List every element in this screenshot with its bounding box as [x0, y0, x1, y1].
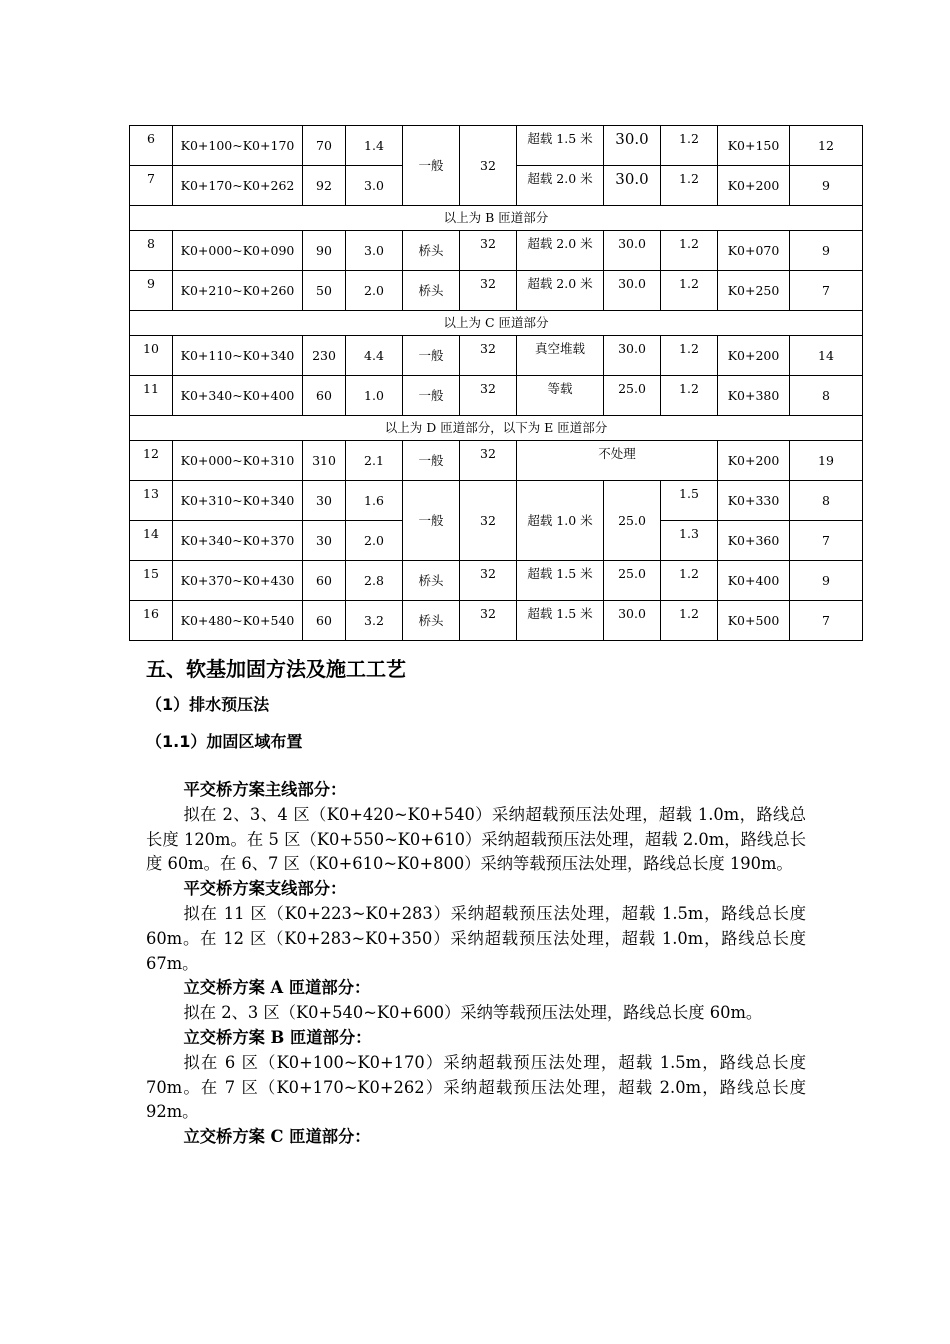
cell-value: 1.2	[661, 166, 718, 206]
table-row	[130, 561, 863, 601]
cell-value: 32	[460, 231, 517, 271]
cell-value: 9	[790, 231, 863, 271]
cell-value: 30.0	[604, 231, 661, 271]
table-row	[130, 441, 863, 481]
body-text	[146, 778, 806, 1150]
subsection-title: （1）排水预压法	[146, 695, 270, 714]
cell-method: 超载 2.0 米	[517, 231, 604, 271]
cell-method: 超载 1.5 米	[517, 561, 604, 601]
paragraph-heading: 立交桥方案 A 匝道部分：	[183, 978, 371, 998]
paragraph-heading: 立交桥方案 B 匝道部分：	[183, 1027, 372, 1047]
cell-station: K0+500	[718, 601, 790, 641]
paragraph: 拟在 2、3、4 区（K0+420~K0+540）采纳超载预压法处理，超载 1.0m，路线总长度 120m。在 5 区（K0+550~K0+610）采纳超载预压法处理，超载 2.0m，路线总长度 60m。在 6、7 区（K0+610~K0+800）采纳等载预压法处理，路线总长度 190m。	[146, 804, 806, 874]
cell-value: 1.2	[661, 231, 718, 271]
cell-value: 8	[790, 481, 863, 521]
cell-no: 13	[130, 481, 173, 521]
cell-thickness: 4.4	[346, 336, 403, 376]
cell-value: 25.0	[604, 561, 661, 601]
cell-section-type: 一般	[403, 481, 460, 561]
cell-no: 7	[130, 166, 173, 206]
table-row	[130, 231, 863, 271]
cell-value: 1.3	[661, 521, 718, 561]
cell-value: 7	[790, 601, 863, 641]
cell-value: 9	[790, 561, 863, 601]
paragraph-heading: 平交桥方案主线部分：	[183, 780, 347, 799]
cell-length: 30	[303, 481, 346, 521]
cell-thickness: 3.0	[346, 231, 403, 271]
cell-no: 6	[130, 126, 173, 166]
cell-no: 16	[130, 601, 173, 641]
cell-range: K0+000~K0+310	[173, 441, 303, 481]
cell-section-type: 桥头	[403, 231, 460, 271]
cell-value: 1.2	[661, 376, 718, 416]
table-row	[130, 376, 863, 416]
cell-value: 19	[790, 441, 863, 481]
cell-section-type: 一般	[403, 376, 460, 416]
cell-no: 11	[130, 376, 173, 416]
cell-value: 32	[460, 481, 517, 561]
cell-value: 7	[790, 521, 863, 561]
cell-thickness: 3.0	[346, 166, 403, 206]
table-row	[130, 126, 863, 166]
cell-method: 等载	[517, 376, 604, 416]
cell-no: 9	[130, 271, 173, 311]
cell-value: 9	[790, 166, 863, 206]
cell-thickness: 2.0	[346, 521, 403, 561]
section-label: 以上为 C 匝道部分	[130, 311, 863, 336]
cell-value: 1.2	[661, 336, 718, 376]
cell-no: 8	[130, 231, 173, 271]
cell-station: K0+380	[718, 376, 790, 416]
table-row	[130, 601, 863, 641]
cell-thickness: 1.0	[346, 376, 403, 416]
cell-length: 90	[303, 231, 346, 271]
cell-length: 92	[303, 166, 346, 206]
table-section-row	[130, 311, 863, 336]
cell-value: 25.0	[604, 481, 661, 561]
cell-value: 30.0	[604, 166, 661, 206]
cell-range: K0+480~K0+540	[173, 601, 303, 641]
cell-station: K0+150	[718, 126, 790, 166]
cell-value: 7	[790, 271, 863, 311]
table-row	[130, 481, 863, 521]
cell-section-type: 桥头	[403, 601, 460, 641]
soil-treatment-table	[129, 125, 863, 641]
cell-value: 1.2	[661, 561, 718, 601]
cell-no: 15	[130, 561, 173, 601]
cell-value: 32	[460, 126, 517, 206]
cell-method: 超载 2.0 米	[517, 166, 604, 206]
cell-length: 310	[303, 441, 346, 481]
cell-section-type: 一般	[403, 441, 460, 481]
cell-length: 60	[303, 376, 346, 416]
table-row	[130, 336, 863, 376]
cell-section-type: 一般	[403, 336, 460, 376]
paragraph: 拟在 2、3 区（K0+540~K0+600）采纳等载预压法处理，路线总长度 60m。	[183, 1003, 763, 1023]
cell-method: 真空堆载	[517, 336, 604, 376]
cell-thickness: 2.0	[346, 271, 403, 311]
cell-thickness: 1.4	[346, 126, 403, 166]
table-section-row	[130, 206, 863, 231]
cell-section-type: 一般	[403, 126, 460, 206]
cell-value: 30.0	[604, 271, 661, 311]
paragraph: 拟在 11 区（K0+223~K0+283）采纳超载预压法处理，超载 1.5m，路线总长度 60m。在 12 区（K0+283~K0+350）采纳超载预压法处理，超载 1.0m，路线总长度 67m。	[146, 903, 806, 973]
section-title: 五、软基加固方法及施工工艺	[146, 657, 406, 681]
cell-length: 70	[303, 126, 346, 166]
cell-station: K0+200	[718, 336, 790, 376]
cell-length: 60	[303, 601, 346, 641]
cell-thickness: 3.2	[346, 601, 403, 641]
cell-range: K0+100~K0+170	[173, 126, 303, 166]
cell-length: 50	[303, 271, 346, 311]
cell-no: 12	[130, 441, 173, 481]
cell-section-type: 桥头	[403, 561, 460, 601]
cell-value: 1.2	[661, 271, 718, 311]
cell-range: K0+210~K0+260	[173, 271, 303, 311]
cell-range: K0+340~K0+370	[173, 521, 303, 561]
cell-thickness: 1.6	[346, 481, 403, 521]
cell-method: 超载 1.5 米	[517, 126, 604, 166]
cell-value: 32	[460, 271, 517, 311]
cell-station: K0+330	[718, 481, 790, 521]
cell-section-type: 桥头	[403, 271, 460, 311]
paragraph-heading: 立交桥方案 C 匝道部分：	[183, 1127, 371, 1147]
cell-length: 60	[303, 561, 346, 601]
cell-no: 14	[130, 521, 173, 561]
cell-value: 25.0	[604, 376, 661, 416]
cell-value: 1.5	[661, 481, 718, 521]
cell-value: 32	[460, 376, 517, 416]
cell-thickness: 2.1	[346, 441, 403, 481]
cell-length: 230	[303, 336, 346, 376]
cell-value: 30.0	[604, 126, 661, 166]
subsubsection-title: （1.1）加固区域布置	[146, 732, 303, 751]
cell-value: 32	[460, 561, 517, 601]
cell-no: 10	[130, 336, 173, 376]
cell-value: 1.2	[661, 126, 718, 166]
cell-method: 超载 1.5 米	[517, 601, 604, 641]
cell-station: K0+070	[718, 231, 790, 271]
paragraph: 拟在 6 区（K0+100~K0+170）采纳超载预压法处理，超载 1.5m，路线总长度 70m。在 7 区（K0+170~K0+262）采纳超载预压法处理，超载 2.0m，路线总长度 92m。	[146, 1052, 806, 1122]
cell-value: 14	[790, 336, 863, 376]
cell-length: 30	[303, 521, 346, 561]
cell-value: 8	[790, 376, 863, 416]
table-section-row	[130, 416, 863, 441]
cell-value: 32	[460, 601, 517, 641]
section-label: 以上为 B 匝道部分	[130, 206, 863, 231]
cell-range: K0+340~K0+400	[173, 376, 303, 416]
cell-range: K0+370~K0+430	[173, 561, 303, 601]
cell-station: K0+200	[718, 166, 790, 206]
cell-value: 1.2	[661, 601, 718, 641]
cell-value: 32	[460, 441, 517, 481]
cell-thickness: 2.8	[346, 561, 403, 601]
cell-range: K0+110~K0+340	[173, 336, 303, 376]
cell-station: K0+360	[718, 521, 790, 561]
cell-value: 30.0	[604, 336, 661, 376]
cell-value: 32	[460, 336, 517, 376]
section-label: 以上为 D 匝道部分，以下为 E 匝道部分	[130, 416, 863, 441]
cell-method: 超载 1.0 米	[517, 481, 604, 561]
cell-station: K0+200	[718, 441, 790, 481]
cell-value: 30.0	[604, 601, 661, 641]
cell-range: K0+000~K0+090	[173, 231, 303, 271]
paragraph-heading: 平交桥方案支线部分：	[183, 879, 347, 899]
cell-range: K0+310~K0+340	[173, 481, 303, 521]
cell-method: 不处理	[517, 441, 718, 481]
cell-station: K0+400	[718, 561, 790, 601]
cell-station: K0+250	[718, 271, 790, 311]
cell-value: 12	[790, 126, 863, 166]
cell-method: 超载 2.0 米	[517, 271, 604, 311]
cell-range: K0+170~K0+262	[173, 166, 303, 206]
table-row	[130, 271, 863, 311]
